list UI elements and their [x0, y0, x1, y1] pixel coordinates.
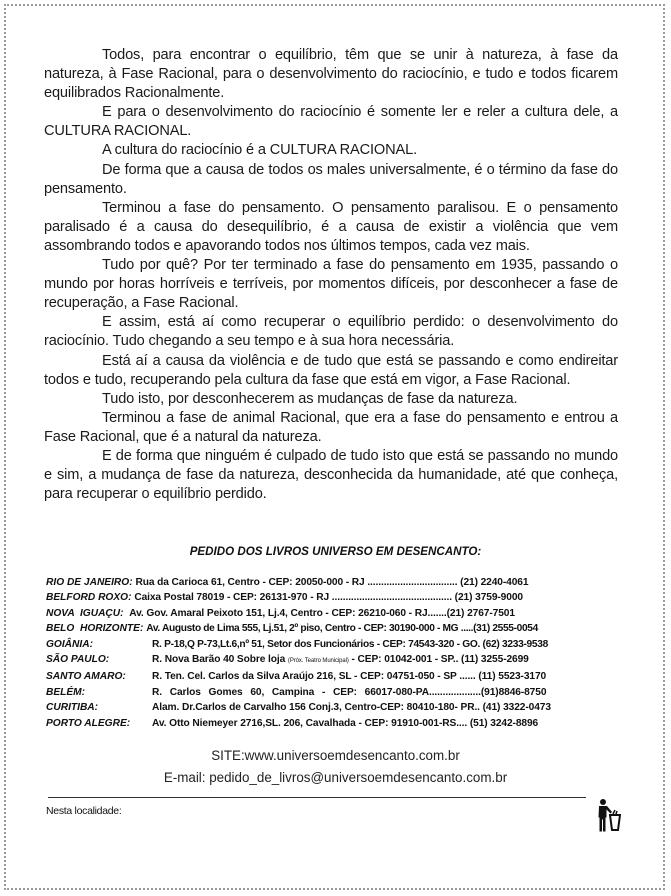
paragraph: Tudo isto, por desconhecerem as mudanças de fase da natureza. [102, 390, 518, 407]
address-city: SÃO PAULO: [46, 654, 110, 666]
address-city: CURITIBA: [46, 702, 99, 714]
site-url[interactable]: SITE:www.universoemdesencanto.com.br [211, 748, 460, 763]
address-city: BELFORD ROXO: [46, 592, 132, 604]
address-city: NOVA IGUAÇU: [46, 607, 124, 619]
paragraph: De forma que a causa de todos os males universalmente, é o término da fase do pensamento. [44, 161, 618, 197]
paragraph: Todos, para encontrar o equilíbrio, têm que se unir à natureza, à fase da natureza, à Fase Racional, para o desenvolvimento do raciocínio, e tudo e todos ficarem equilibrados Racionalmente. [44, 47, 618, 102]
paragraph: E de forma que ninguém é culpado de tudo isto que está se passando no mundo e sim, a mudança de fase da natureza, desconhecida da humanidade, até que conheça, para recuperar o equilíbrio perdido. [44, 447, 618, 503]
address-detail: R. P-18,Q P-73,Lt.6,nº 51, Setor dos Funcionários - CEP: 74543-320 - GO. (62) 3233-9538 [152, 638, 549, 650]
paragraph: E para o desenvolvimento do raciocínio é somente ler e reler a cultura dele, a CULTURA RACIONAL. [44, 104, 618, 140]
address-detail: Av. Otto Niemeyer 2716,SL. 206, Cavalhada - CEP: 91910-001-RS.... (51) 3242-8896 [152, 717, 539, 729]
address-row [46, 606, 622, 621]
address-city: BELO HORIZONTE: [46, 623, 144, 635]
address-city: SANTO AMARO: [46, 671, 126, 683]
paragraph: Tudo por quê? Por ter terminado a fase do pensamento em 1935, passando o mundo por horas horríveis e terríveis, por momentos difíceis, por desconhecer a fase de recuperação, a Fase Racional. [44, 257, 618, 312]
address-detail [152, 652, 622, 669]
paragraph: Terminou a fase de animal Racional, que era a fase do pensamento e entrou a Fase Racional, que é a natural da natureza. [44, 409, 618, 445]
address-row [46, 590, 622, 605]
address-detail: R. Carlos Gomes 60, Campina - CEP: 66017-080-PA...................(91)8846-8750 [152, 686, 547, 698]
address-city: PORTO ALEGRE: [46, 717, 131, 729]
paragraph: Terminou a fase do pensamento. O pensamento paralisou. E o pensamento paralisado é a causa do desequilíbrio, é a causa de existir a violência que vem assombrando todos e apavorando todos nos últimos tempos, cada vez mais. [44, 199, 618, 254]
address-city: BELÉM: [46, 686, 86, 698]
address-row [46, 575, 622, 590]
address-row [46, 637, 622, 652]
local-label: Nesta localidade: [46, 805, 122, 817]
address-row [46, 621, 622, 636]
order-title: PEDIDO DOS LIVROS UNIVERSO EM DESENCANTO: [189, 545, 482, 558]
address-row [46, 700, 622, 715]
address-detail-part: - CEP: 01042-001 - SP.. (11) 3255-2699 [348, 654, 529, 666]
address-detail: R. Ten. Cel. Carlos da Silva Araújo 216, SL - CEP: 04751-050 - SP ...... (11) 5523-3170 [152, 671, 547, 683]
address-detail: Rua da Carioca 61, Centro - CEP: 20050-000 - RJ ................................. (21) 2240-4061 [135, 577, 529, 588]
address-row [46, 669, 622, 684]
address-row [46, 685, 622, 700]
body-text [44, 46, 618, 504]
address-detail: Caixa Postal 78019 - CEP: 26131-970 - RJ ............................................ (21) 3759-9000 [134, 592, 523, 604]
address-row [46, 652, 622, 669]
address-city: RIO DE JANEIRO: [46, 577, 133, 588]
trash-disposal-icon [596, 798, 622, 832]
address-list [46, 575, 622, 731]
address-city: GOIÂNIA: [46, 638, 93, 650]
address-note: (Próx. Teatro Municipal) [287, 658, 349, 665]
email-address[interactable]: E-mail: pedido_de_livros@universoemdesencanto.com.br [163, 770, 508, 785]
address-detail: Av. Gov. Amaral Peixoto 151, Lj.4, Centro - CEP: 26210-060 - RJ.......(21) 2767-7501 [129, 607, 515, 619]
divider [48, 797, 586, 798]
paragraph: E assim, está aí como recuperar o equilíbrio perdido: o desenvolvimento do raciocínio. Tudo chegando a seu tempo e à sua hora necessária. [44, 314, 618, 350]
address-detail: Alam. Dr.Carlos de Carvalho 156 Conj.3, Centro-CEP: 80410-180- PR.. (41) 3322-0473 [152, 702, 551, 714]
address-row [46, 716, 622, 731]
paragraph: A cultura do raciocínio é a CULTURA RACIONAL. [102, 142, 417, 159]
paragraph: Está aí a causa da violência e de tudo que está se passando e como endireitar todos e tudo, recuperando pela cultura da fase que está em vigor, a Fase Racional. [44, 352, 618, 388]
address-detail-part: R. Nova Barão 40 Sobre loja [152, 654, 288, 666]
address-detail: Av. Augusto de Lima 555, Lj.51, 2º piso, Centro - CEP: 30190-000 - MG .....(31) 2555-0054 [146, 623, 538, 635]
